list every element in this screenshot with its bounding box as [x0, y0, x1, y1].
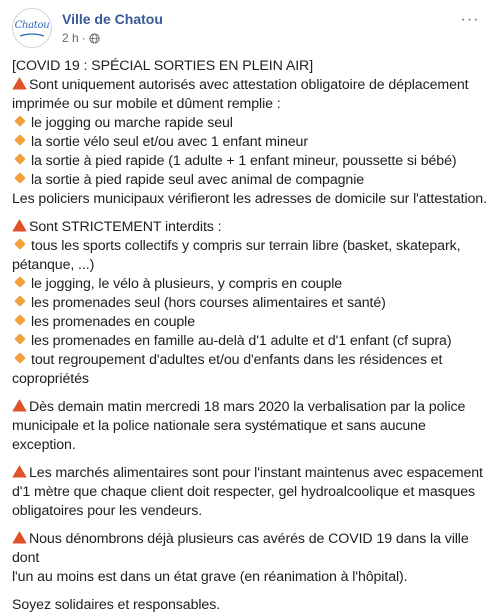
list-item: le jogging ou marche rapide seul	[12, 114, 488, 133]
post-timestamp[interactable]: 2 h	[62, 31, 79, 45]
list-item: les promenades seul (hors courses alimentaires et santé)	[12, 294, 488, 313]
orange-diamond-icon	[14, 172, 25, 183]
warning-icon	[12, 77, 27, 90]
list-item: le jogging, le vélo à plusieurs, y compris en couple	[12, 275, 488, 294]
section-markets-cont: d'1 mètre que chaque client doit respecter, gel hydroalcoolique et masques	[12, 484, 475, 500]
section-cases-cont: l'un au moins est dans un état grave (en réanimation à l'hôpital).	[12, 569, 408, 585]
orange-diamond-icon	[14, 115, 25, 126]
section-markets: Les marchés alimentaires sont pour l'instant maintenus avec espacement	[12, 464, 488, 483]
section-markets-cont: obligatoires pour les vendeurs.	[12, 503, 203, 519]
list-item: tous les sports collectifs y compris sur terrain libre (basket, skatepark,	[12, 237, 488, 256]
section-forbidden-lead: Sont STRICTEMENT interdits :	[12, 218, 488, 237]
list-item: la sortie à pied rapide (1 adulte + 1 enfant mineur, poussette si bébé)	[12, 152, 488, 171]
orange-diamond-icon	[14, 295, 25, 306]
post-meta	[62, 31, 100, 45]
warning-icon	[12, 219, 27, 232]
section-cases: Nous dénombrons déjà plusieurs cas avérés de COVID 19 dans la ville dont	[12, 531, 469, 566]
orange-diamond-icon	[14, 238, 25, 249]
section-authorized-note: Les policiers municipaux vérifieront les adresses de domicile sur l'attestation.	[12, 191, 487, 207]
logo-swoosh-icon	[19, 33, 45, 38]
list-item: les promenades en couple	[12, 313, 488, 332]
section-authorized-lead: Sont uniquement autorisés avec attestation obligatoire de déplacement	[12, 76, 488, 95]
orange-diamond-icon	[14, 333, 25, 344]
section-authorized-lead-cont: imprimée ou sur mobile et dûment remplie :	[12, 96, 281, 112]
section-fines: Dès demain matin mercredi 18 mars 2020 la verbalisation par la police	[12, 398, 488, 417]
orange-diamond-icon	[14, 153, 25, 164]
warning-icon	[12, 531, 27, 544]
avatar[interactable]	[12, 8, 52, 48]
list-item-cont: copropriétés	[12, 371, 89, 387]
warning-icon	[12, 399, 27, 412]
list-item-cont: pétanque, ...)	[12, 257, 95, 273]
list-item: les promenades en famille au-delà d'1 adulte et d'1 enfant (cf supra)	[12, 332, 488, 351]
section-fines-cont: municipale et la police nationale sera systématique et sans aucune exception.	[12, 418, 426, 453]
warning-icon	[12, 465, 27, 478]
orange-diamond-icon	[14, 134, 25, 145]
list-item: la sortie vélo seul et/ou avec 1 enfant mineur	[12, 133, 488, 152]
page-name-link[interactable]: Ville de Chatou	[62, 11, 163, 27]
avatar-logo-text: Chatou	[14, 20, 50, 31]
orange-diamond-icon	[14, 352, 25, 363]
post-title: [COVID 19 : SPÉCIAL SORTIES EN PLEIN AIR]	[12, 58, 314, 74]
closing-line: Soyez solidaires et responsables.	[12, 597, 221, 613]
list-item: tout regroupement d'adultes et/ou d'enfants dans les résidences et	[12, 351, 488, 370]
meta-separator: ·	[81, 31, 86, 45]
orange-diamond-icon	[14, 276, 25, 287]
globe-icon[interactable]	[89, 33, 100, 44]
more-options-button[interactable]: ···	[460, 11, 480, 28]
post-header	[12, 8, 482, 52]
orange-diamond-icon	[14, 314, 25, 325]
list-item: la sortie à pied rapide seul avec animal de compagnie	[12, 171, 488, 190]
post-body	[12, 57, 488, 615]
